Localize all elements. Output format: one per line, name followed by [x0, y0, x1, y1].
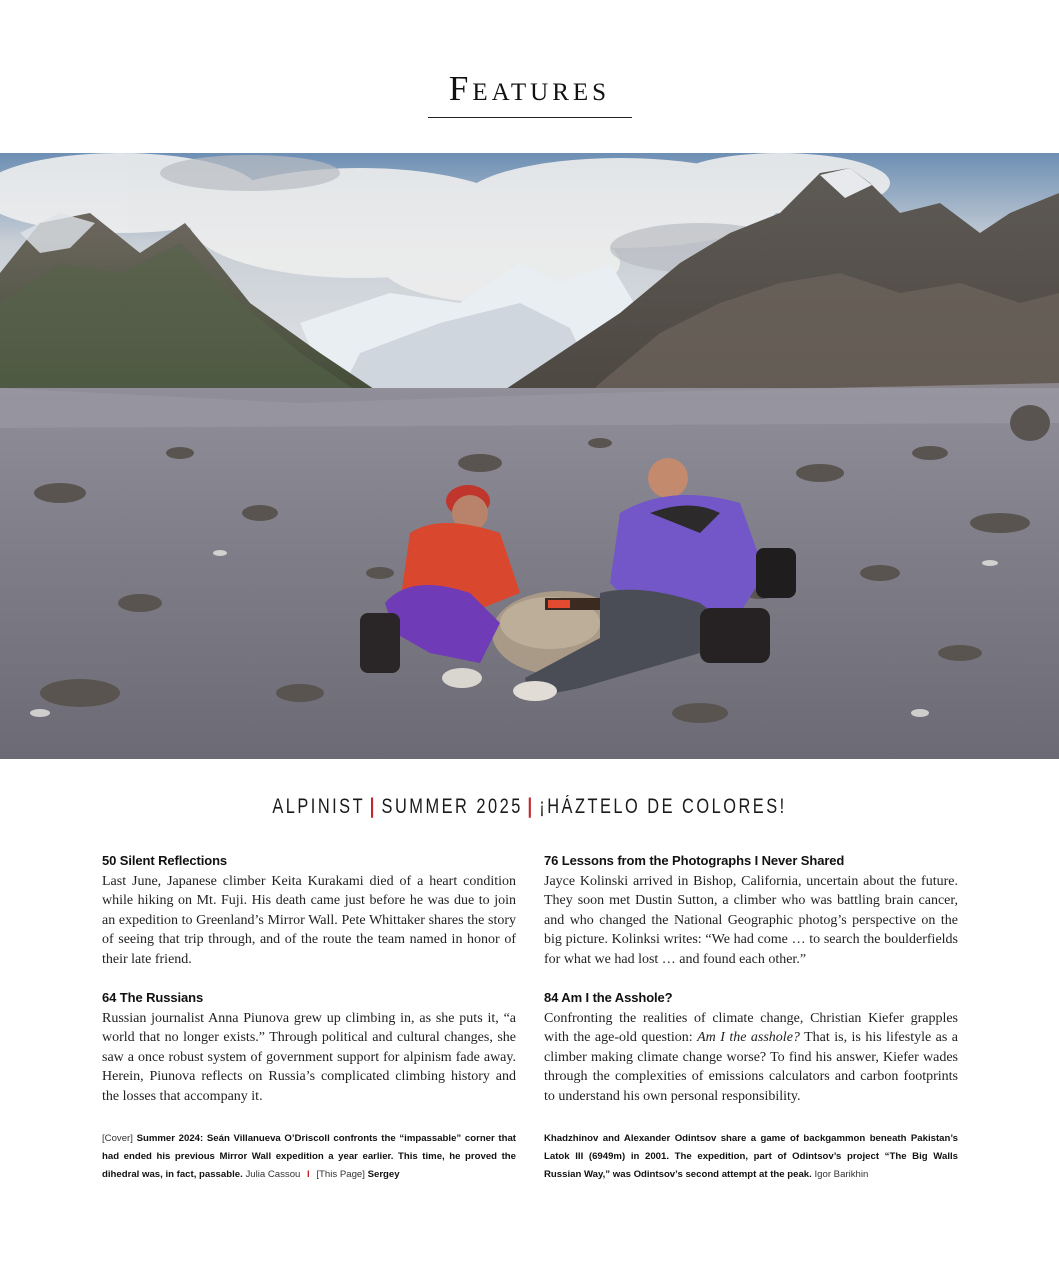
caption-separator: I	[307, 1169, 310, 1180]
article-body: Last June, Japanese climber Keita Kurakami died of a heart condition while hiking on Mt. Fuji. His death came just before he was due to join an expedition to Greenland’s Mirror Wall. Pete Whittaker shares the story of seeing that trip through, and of the route the team named in honor of their late friend.	[102, 874, 516, 967]
article-body-text: That is, is his lifestyle as a climber making climate change worse? To find his answer, Kiefer wades through the complexities of emissions calculators and carbon footprints to understand his own personal responsibility.	[544, 1030, 958, 1104]
mountain-photo-illustration	[0, 153, 1059, 759]
caption-credit: Igor Barikhin	[814, 1169, 869, 1180]
article-title[interactable]: 50 Silent Reflections	[102, 853, 228, 868]
banner-separator: |	[527, 795, 535, 818]
article-silent-reflections	[102, 852, 516, 969]
article-title[interactable]: 76 Lessons from the Photographs I Never Shared	[544, 853, 845, 868]
banner-magazine: ALPINIST	[272, 795, 366, 818]
banner-separator: |	[369, 795, 377, 818]
banner-tagline: ¡HÁZTELO DE COLORES!	[539, 795, 787, 818]
photo-caption-right	[544, 1130, 958, 1184]
caption-text: Summer 2024: Seán Villanueva O’Driscoll confronts the “impassable” corner that had ended his previous Mirror Wall expedition a year earlier. This time, he proved the dihedral was, in fact, passable.	[102, 1133, 516, 1180]
article-title[interactable]: 64 The Russians	[102, 990, 204, 1005]
feature-photo	[0, 153, 1059, 759]
article-lessons-photographs	[544, 852, 958, 969]
section-title: Features	[448, 69, 611, 108]
caption-tag-cover: [Cover]	[102, 1133, 133, 1144]
title-underline	[428, 117, 632, 118]
banner-issue: SUMMER 2025	[381, 795, 523, 818]
article-body: Jayce Kolinski arrived in Bishop, California, uncertain about the future. They soon met Dustin Sutton, a climber who was battling brain cancer, and who changed the National Geographic photog’s perspective on the big picture. Kolinksi writes: “We had come … to search the boulderfields for what we had lost … and found each other.”	[544, 874, 958, 967]
article-am-i-the-asshole	[544, 989, 958, 1106]
article-body-italic: Am I the asshole?	[697, 1030, 800, 1046]
article-body	[544, 1009, 958, 1106]
article-the-russians	[102, 989, 516, 1106]
photo-caption-left	[102, 1130, 516, 1184]
article-body-text: Confronting the realities of climate change, Christian Kiefer grapples with the age-old question:	[544, 1011, 958, 1046]
article-title[interactable]: 84 Am I the Asshole?	[544, 990, 673, 1005]
caption-tag-this-page: [This Page]	[316, 1169, 365, 1180]
caption-text: Khadzhinov and Alexander Odintsov share a game of backgammon beneath Pakistan’s Latok III (6949m) in 2001. The expedition, part of Odintsov’s project “The Big Walls Russian Way,” was Odintsov’s second attempt at the peak.	[544, 1133, 958, 1180]
caption-credit: Julia Cassou	[245, 1169, 301, 1180]
caption-text: Sergey	[367, 1169, 400, 1180]
issue-banner	[116, 795, 942, 819]
article-body: Russian journalist Anna Piunova grew up climbing in, as she puts it, “a world that no longer exists.” Through political and cultural changes, she saw a once robust system of government support for alpinism fade away. Herein, Piunova reflects on Russia’s complicated climbing history and the losses that accompany it.	[102, 1011, 516, 1104]
